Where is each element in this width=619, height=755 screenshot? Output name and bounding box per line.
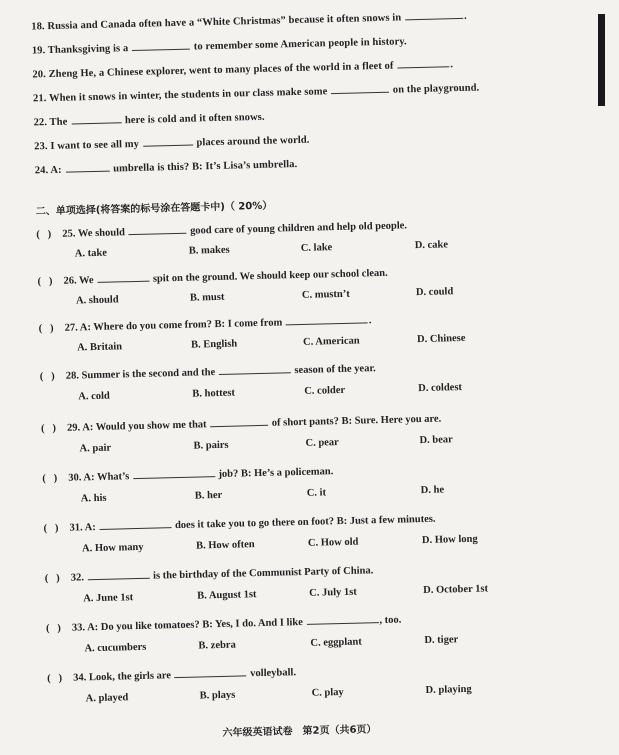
option-a[interactable]: A. June 1st [83,592,133,604]
question-number: 33. [72,622,85,633]
question-text-end: here is cold and it often snows. [125,112,265,126]
question-number: 30. [68,472,81,483]
question-text-end: is the birthday of the Communist Party of China. [153,565,373,581]
answer-blank[interactable] [128,223,186,235]
question-number: 28. [66,370,79,381]
option-a[interactable]: A. cucumbers [84,642,146,655]
option-d[interactable]: D. cake [415,239,449,251]
question-number: 31. [69,522,82,533]
answer-blank[interactable] [331,82,389,94]
question-number: 26. [63,275,76,286]
question-text-end: places around the world. [196,135,309,149]
option-c[interactable]: C. pear [305,437,339,449]
answer-paren[interactable]: ( ) [47,673,73,685]
question-23 [34,132,310,153]
question-text: The [49,117,67,128]
question-27 [38,312,371,334]
question-text: Zheng He, a Chinese explorer, went to many places of the world in a fleet of [48,61,393,80]
option-c[interactable]: C. it [307,487,327,498]
option-b[interactable]: B. How often [196,539,255,551]
answer-blank[interactable] [71,112,121,124]
option-a[interactable]: A. How many [82,542,144,555]
answer-blank[interactable] [65,161,109,173]
answer-paren[interactable]: ( ) [43,523,69,535]
option-b[interactable]: B. hottest [192,388,235,400]
option-b[interactable]: B. English [191,339,237,351]
answer-paren[interactable]: ( ) [37,276,63,288]
option-a[interactable]: A. should [76,294,119,306]
question-28 [40,360,376,382]
question-33 [46,612,402,635]
question-text: A: Where do you come from? B: I come from [80,317,283,333]
option-a[interactable]: A. take [75,248,107,260]
question-29 [41,411,441,435]
question-number: 29. [67,422,80,433]
question-number: 20. [32,69,46,80]
question-text-end: . [450,59,453,70]
question-text-end: . [464,11,467,22]
answer-blank[interactable] [97,271,149,283]
option-b[interactable]: B. August 1st [197,589,256,601]
page-footer: 六年级英语试卷 第2页（共6页） [222,720,376,739]
question-text: Thanksgiving is a [48,43,129,56]
answer-paren[interactable]: ( ) [41,423,67,435]
option-c[interactable]: C. mustn’t [302,289,350,301]
question-26 [37,265,388,288]
section-heading: 二、单项选择(将答案的标号涂在答题卡中)（ 20%） [36,197,273,218]
option-b[interactable]: B. zebra [198,640,236,652]
question-text: A: Would you show me that [82,419,207,433]
question-text-end: does it take you to go there on foot? B: Just a few minutes. [175,514,436,531]
option-d[interactable]: D. tiger [424,634,458,646]
question-text: A: [85,522,96,533]
option-c[interactable]: C. How old [308,537,359,549]
option-a[interactable]: A. his [81,493,107,505]
option-a[interactable]: A. played [86,692,129,704]
question-24 [35,156,298,176]
option-d[interactable]: D. Chinese [417,333,466,345]
question-number: 21. [33,93,47,104]
question-text-end: . [369,315,372,326]
option-d[interactable]: D. could [416,286,454,298]
question-18 [31,8,467,33]
answer-blank[interactable] [174,665,246,678]
answer-blank[interactable] [397,56,449,68]
question-text: A: What’s [83,471,129,483]
question-text-end: good care of young children and help old people. [190,220,407,236]
question-20 [32,56,453,80]
question-text-end: , too. [379,615,401,627]
option-a[interactable]: A. Britain [77,341,122,353]
option-b[interactable]: B. pairs [193,440,228,452]
question-number: 32. [71,572,84,583]
question-number: 22. [34,117,48,128]
option-b[interactable]: B. her [195,490,223,502]
answer-blank[interactable] [286,312,368,325]
question-text-end: of short pants? B: Sure. Here you are. [272,414,442,429]
option-d[interactable]: D. bear [419,434,453,446]
question-25 [36,217,407,240]
question-text: A: Do you like tomatoes? B: Yes, I do. And I like [87,617,303,633]
option-c[interactable]: C. American [303,336,360,348]
answer-blank[interactable] [132,39,190,51]
answer-blank[interactable] [306,612,378,625]
option-d[interactable]: D. coldest [418,382,462,394]
answer-paren[interactable]: ( ) [36,229,62,241]
question-text: When it snows in winter, the students in our class make some [49,86,328,104]
question-text: We should [78,227,125,239]
option-a[interactable]: A. pair [79,443,111,455]
answer-paren[interactable]: ( ) [46,623,72,635]
option-c[interactable]: C. play [312,687,344,699]
answer-paren[interactable]: ( ) [42,473,68,485]
answer-paren[interactable]: ( ) [39,323,65,335]
option-d[interactable]: D. playing [425,684,471,696]
question-number: 19. [32,45,46,56]
answer-blank[interactable] [99,517,171,530]
answer-paren[interactable]: ( ) [40,371,66,383]
option-d[interactable]: D. he [421,485,445,497]
question-21 [33,80,480,105]
question-text-end: job? B: He’s a policeman. [218,466,333,480]
question-22 [33,109,264,129]
question-number: 25. [62,228,75,239]
answer-blank[interactable] [219,362,291,375]
question-number: 24. [35,165,49,176]
answer-blank[interactable] [87,568,149,581]
question-number: 27. [65,322,78,333]
question-text-end: to remember some American people in history. [194,36,407,52]
option-d[interactable]: D. How long [422,534,478,546]
option-b[interactable]: B. makes [189,245,230,257]
question-text: We [79,275,94,286]
question-number: 23. [34,141,48,152]
option-b[interactable]: B. must [190,292,225,304]
answer-blank[interactable] [133,466,215,479]
question-text: Russia and Canada often have a “White Christmas” because it often snows in [47,12,401,32]
question-34 [47,664,296,684]
option-a[interactable]: A. cold [78,391,110,403]
question-text-end: volleyball. [250,667,296,679]
question-31 [43,511,435,535]
option-c[interactable]: C. lake [301,242,333,254]
question-text-end: umbrella is this? B: It’s Lisa’s umbrella. [113,159,297,174]
question-30 [42,463,333,484]
question-text: Look, the girls are [89,670,171,683]
question-text-end: season of the year. [294,363,376,376]
question-text-end: spit on the ground. We should keep our school clean. [153,268,388,285]
option-b[interactable]: B. plays [200,690,236,702]
question-text: I want to see all my [50,139,139,152]
question-19 [32,33,407,56]
option-c[interactable]: C. July 1st [309,587,357,599]
answer-blank[interactable] [405,8,463,20]
answer-blank[interactable] [143,135,193,147]
question-number: 34. [73,672,86,683]
option-c[interactable]: C. colder [304,385,345,397]
answer-blank[interactable] [210,415,268,427]
option-c[interactable]: C. eggplant [310,637,362,649]
question-number: 18. [31,21,45,32]
answer-paren[interactable]: ( ) [45,573,71,585]
option-d[interactable]: D. October 1st [423,583,488,596]
question-32 [45,562,374,584]
question-text-end: on the playground. [393,83,480,96]
question-text: Summer is the second and the [81,367,215,381]
question-text: A: [50,165,62,176]
